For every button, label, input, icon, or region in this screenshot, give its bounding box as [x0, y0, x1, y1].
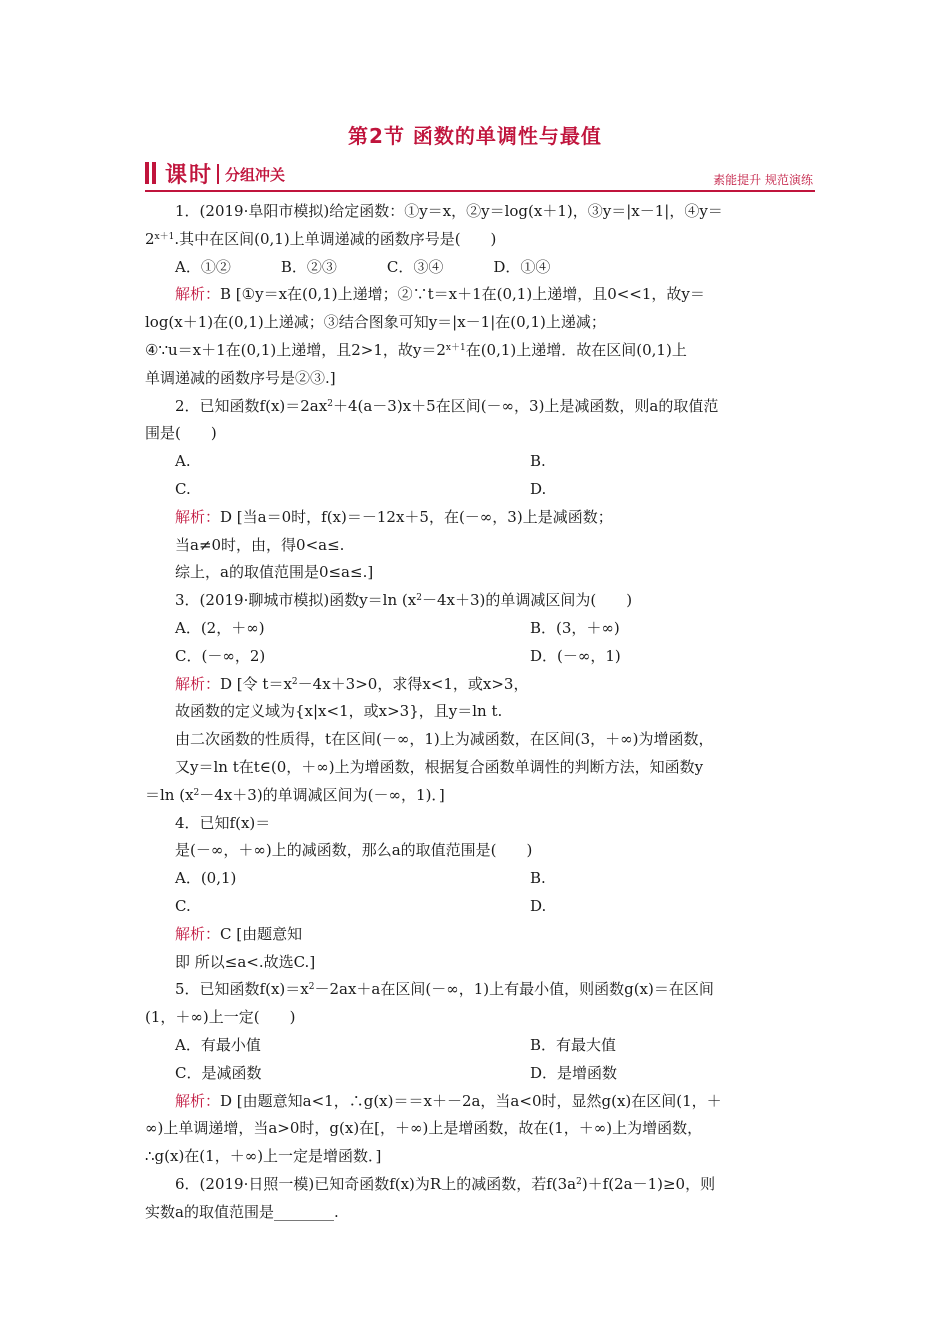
q4-options-row2 [145, 893, 815, 921]
q2-stem-line1: 2．已知函数$f(x)=2ax^2+4(a-3)x+5$在区间(－∞，3)上是减函数，则a的取值范 [175, 396, 719, 415]
q1-option-a: A．①② [175, 257, 231, 276]
q5-option-a: A．有最小值 [175, 1035, 261, 1054]
q4-solution-line2: 即 所以≤a<.故选C.] [175, 952, 316, 971]
q4-option-a: A．(0,1) [175, 869, 237, 888]
q5-options-row2 [145, 1060, 815, 1088]
q2-option-b: B. [530, 452, 546, 471]
banner-right-text: 素能提升 规范演练 [713, 173, 813, 187]
q2-option-d: D. [530, 479, 547, 498]
banner-label: 课时 [165, 163, 214, 188]
q5-option-d: D．是增函数 [530, 1063, 618, 1082]
q6-stem-line2: 实数a的取值范围是________. [145, 1202, 339, 1221]
exercise-content [145, 198, 815, 1226]
q2-option-c: C. [175, 479, 191, 498]
q4-stem-line1: 4．已知f(x)＝ [175, 813, 271, 832]
q1-solution-line1: 解析：B [①y＝x在(0,1)上递增；②∵t＝x＋1在(0,1)上递增，且0<<1，故y＝ [175, 285, 705, 304]
q3-option-b: B．(3，＋∞) [530, 618, 620, 637]
q1-option-b: B．②③ [280, 257, 337, 276]
banner-sublabel: 分组冲关 [225, 166, 286, 184]
q2-solution-line1: 解析：D [当a＝0时，f(x)＝－12x＋5，在(－∞，3)上是减函数； [175, 507, 613, 526]
q4-option-b: B. [530, 869, 546, 888]
q3-solution-line1: 解析：D [令 $t=x^2-4x+3>0$，求得x<1，或x>3， [175, 674, 529, 693]
q1-stem-line1: 1．(2019·阜阳市模拟)给定函数：①y＝x，②y＝log(x＋1)，③y＝|x－1|，④y＝ [175, 202, 723, 220]
banner-bars-icon [145, 162, 159, 188]
q5-solution-line3: ∴g(x)在(1，＋∞)上一定是增函数．] [145, 1147, 382, 1166]
q1-solution-line2: log(x＋1)在(0,1)上递减；③结合图象可知y＝|x－1|在(0,1)上递减； [145, 313, 606, 332]
q4-options-row1 [145, 865, 815, 893]
q3-option-a: A．(2，＋∞) [175, 618, 265, 637]
solution-label: 解析： [175, 285, 221, 304]
q3-option-c: C．(－∞，2) [175, 646, 266, 665]
q5-options-row1 [145, 1032, 815, 1060]
q2-stem-line2: 围是( ) [145, 424, 217, 443]
banner-divider [217, 164, 219, 184]
q4-solution-line1: 解析：C [由题意知 [175, 924, 303, 943]
section-banner [145, 160, 815, 192]
q1-options [145, 254, 815, 282]
q3-solution-line3: 由二次函数的性质得，t在区间(－∞，1)上为减函数，在区间(3，＋∞)为增函数， [175, 730, 714, 749]
q5-option-c: C．是减函数 [175, 1063, 262, 1082]
q5-solution-line1: 解析：D [由题意知a<1，∴g(x)＝＝x＋－2a，当a<0时，显然g(x)在区间(1，＋ [175, 1091, 722, 1110]
q3-options-row1 [145, 615, 815, 643]
q1-solution-line4: 单调递减的函数序号是②③.] [145, 368, 336, 387]
q1-solution-line3: ④∵u＝x＋1在(0,1)上递增，且2>1，故$y=2^{x+1}$在(0,1)上递增．故在区间(0,1)上 [145, 340, 687, 359]
q5-solution-line2: ∞)上单调递增，当a>0时，g(x)在[，＋∞)上是增函数，故在(1，＋∞)上为增函数， [145, 1119, 703, 1138]
q2-solution-line3: 综上，a的取值范围是0≤a≤.] [175, 563, 374, 582]
q1-stem-line2: $2^{x+1}$.其中在区间(0,1)上单调递减的函数序号是( ) [145, 229, 497, 248]
q3-option-d: D．(－∞，1) [530, 646, 621, 665]
q1-option-d: D．①④ [493, 257, 551, 276]
solution-label: 解析： [175, 1091, 221, 1110]
q5-option-b: B．有最大值 [530, 1035, 617, 1054]
q3-solution-line2: 故函数的定义域为{x|x<1，或x>3}，且y＝ln t. [175, 702, 503, 721]
q3-solution-line4: 又y＝ln t在t∈(0，＋∞)上为增函数，根据复合函数单调性的判断方法，知函数y [175, 757, 704, 776]
q6-stem-line1: 6．(2019·日照一模)已知奇函数f(x)为R上的减函数，若$f(3a^2)+f(2a-1)\ge 0$，则 [175, 1174, 716, 1193]
q2-option-a: A. [175, 452, 191, 471]
q2-options-row1 [145, 448, 815, 476]
q2-solution-line2: 当a≠0时，由，得0<a≤. [175, 535, 345, 554]
q3-solution-line5: ＝ln $(x^2-4x+3)$的单调减区间为(－∞，1)．] [145, 785, 445, 804]
page-title: 第2节 函数的单调性与最值 [348, 124, 602, 148]
q5-stem-line1: 5．已知函数$f(x)=x^2-2ax+a$在区间(－∞，1)上有最小值，则函数g(x)＝在区间 [175, 980, 714, 999]
q2-options-row2 [145, 476, 815, 504]
solution-label: 解析： [175, 674, 221, 693]
q4-option-d: D. [530, 896, 547, 915]
q4-option-c: C. [175, 896, 191, 915]
q4-stem-line2: 是(－∞，＋∞)上的减函数，那么a的取值范围是( ) [175, 841, 533, 860]
q5-stem-line2: (1，＋∞)上一定( ) [145, 1008, 296, 1027]
solution-label: 解析： [175, 507, 221, 526]
q3-stem-line1: 3．(2019·聊城市模拟)函数y＝ln $(x^2-4x+3)$的单调减区间为( ) [175, 591, 633, 610]
solution-label: 解析： [175, 924, 221, 943]
q1-option-c: C．③④ [386, 257, 444, 276]
q3-options-row2 [145, 643, 815, 671]
